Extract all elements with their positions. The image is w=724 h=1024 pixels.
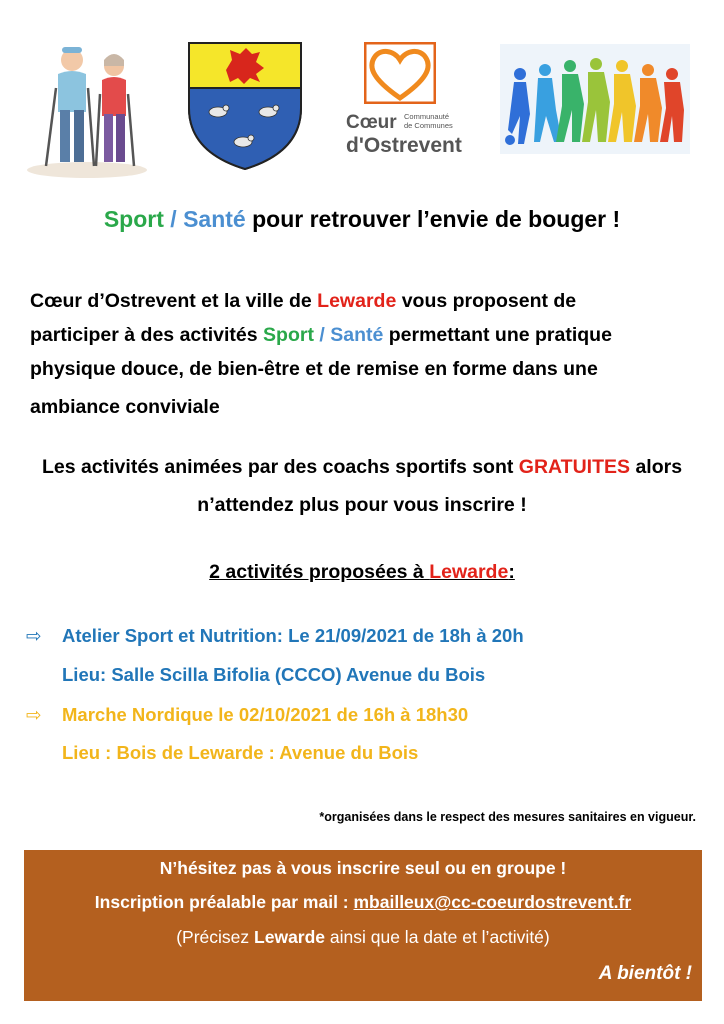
title-rest: pour retrouver l’envie de bouger ! xyxy=(245,206,621,232)
intro-line-3: physique douce, de bien-être et de remise en forme dans une xyxy=(30,358,598,380)
free-line-2: n’attendez plus pour vous inscrire ! xyxy=(197,494,527,516)
ccco-name-line1: Cœur xyxy=(346,112,397,133)
free-highlight: GRATUITES xyxy=(518,456,631,478)
ccco-small-line2: de Communes xyxy=(404,121,453,130)
banner-email-label: Inscription préalable par mail : xyxy=(94,892,354,912)
title-separator: / xyxy=(163,206,184,232)
intro-text: vous proposent de xyxy=(396,290,577,312)
intro-town: Lewarde xyxy=(317,290,397,312)
sanitary-note: *organisées dans le respect des mesures sanitaires en vigueur. xyxy=(319,810,696,824)
banner-text: ainsi que la date et l’activité) xyxy=(325,927,550,947)
free-text: Les activités animées par des coachs sportifs sont xyxy=(41,456,519,478)
registration-banner xyxy=(24,850,702,1001)
title-sante: Santé xyxy=(183,206,246,232)
activity-item-1 xyxy=(26,625,524,647)
email-link[interactable]: mbailleux@cc-coeurdostrevent.fr xyxy=(353,892,632,912)
ccco-small-text xyxy=(404,112,453,130)
intro-text: participer à des activités xyxy=(30,324,264,346)
activity-1-text: Atelier Sport et Nutrition: Le 21/09/2021 de 18h à 20h xyxy=(62,625,524,646)
arrow-icon: ⇨ xyxy=(26,704,42,725)
ccco-name-line2: d'Ostrevent xyxy=(346,134,462,157)
closing-text: A bientôt ! xyxy=(598,963,692,984)
activity-2-place: Lieu : Bois de Lewarde : Avenue du Bois xyxy=(62,742,419,763)
activity-2-text: Marche Nordique le 02/10/2021 de 16h à 18h30 xyxy=(62,704,469,725)
free-line-1 xyxy=(0,448,724,486)
intro-sante: Santé xyxy=(330,324,384,346)
intro-line-1 xyxy=(30,284,700,318)
heading-prefix: 2 activités proposées à xyxy=(209,561,430,583)
heart-logo-icon xyxy=(364,42,436,104)
banner-text: (Précisez xyxy=(176,927,255,947)
logo-strip xyxy=(0,30,724,180)
activities-heading xyxy=(0,561,724,584)
ccco-small-line1: Communauté xyxy=(404,112,450,121)
intro-text: permettant une pratique xyxy=(383,324,612,346)
intro-sport: Sport xyxy=(263,324,314,346)
intro-line-4: ambiance conviviale xyxy=(30,396,220,418)
activity-item-2 xyxy=(26,704,468,726)
heading-town: Lewarde xyxy=(429,561,509,583)
coat-of-arms-icon xyxy=(186,40,304,172)
nordic-walkers-icon xyxy=(22,38,152,178)
intro-separator: / xyxy=(313,324,331,346)
intro-line-2 xyxy=(30,318,700,352)
heading-suffix: : xyxy=(508,561,515,583)
banner-line-1: N’hésitez pas à vous inscrire seul ou en groupe ! xyxy=(159,858,567,878)
free-text: alors xyxy=(630,456,683,478)
banner-line-2 xyxy=(24,892,702,913)
arrow-icon: ⇨ xyxy=(26,625,42,646)
intro-text: Cœur d’Ostrevent et la ville de xyxy=(30,290,318,312)
sports-silhouettes-icon xyxy=(500,44,690,154)
title-sport: Sport xyxy=(103,206,164,232)
banner-town: Lewarde xyxy=(254,927,326,947)
ccco-logo xyxy=(338,42,468,167)
banner-line-3 xyxy=(24,927,702,948)
activity-1-place: Lieu: Salle Scilla Bifolia (CCCO) Avenue du Bois xyxy=(62,664,486,685)
page-title xyxy=(0,206,724,233)
